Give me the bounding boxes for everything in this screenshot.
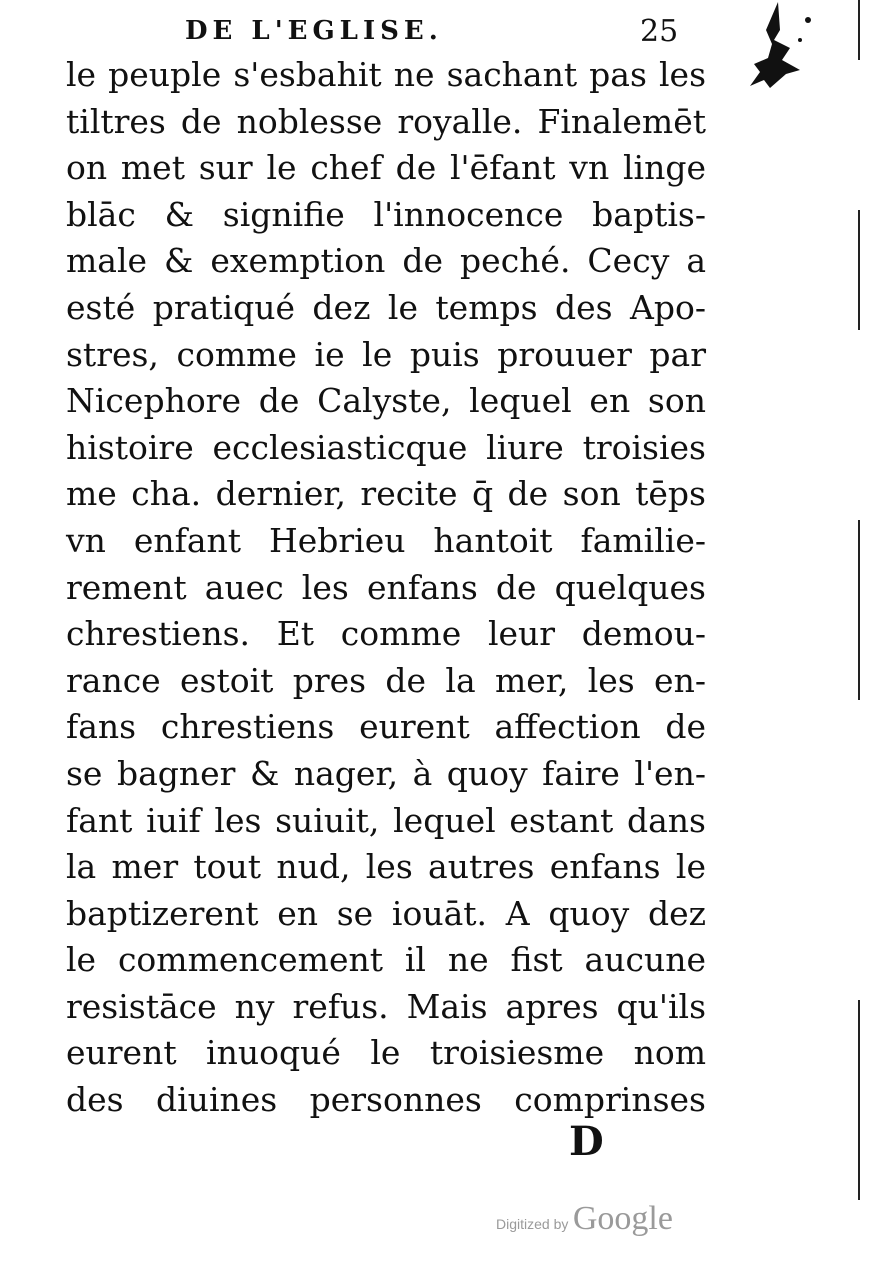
text-line: blāc & signifie l'innocence baptis- — [66, 194, 706, 234]
text-line: la mer tout nud, les autres enfans le — [66, 847, 706, 887]
text-line: fant iuif les suiuit, lequel estant dans — [66, 800, 706, 840]
text-line: chrestiens. Et comme leur demou- — [66, 614, 706, 654]
google-logo: Google — [572, 1200, 673, 1237]
text-line: tiltres de noblesse royalle. Finalemēt — [66, 101, 706, 141]
text-line: fans chrestiens eurent affection de — [66, 707, 706, 747]
ink-stain-icon — [730, 0, 830, 100]
text-line: se bagner & nager, à quoy faire l'en- — [66, 753, 706, 793]
text-line: eurent inuoqué le troisiesme nom — [66, 1033, 706, 1073]
page-number: 25 — [640, 14, 679, 49]
text-line: on met sur le chef de l'ēfant vn linge — [66, 148, 706, 188]
text-line: vn enfant Hebrieu hantoit familie- — [66, 520, 706, 560]
text-line: stres, comme ie le puis prouuer par — [66, 334, 706, 374]
text-line: le commencement il ne fist aucune — [66, 940, 706, 980]
text-line: male & exemption de peché. Cecy a — [66, 241, 706, 281]
signature-mark: D — [569, 1118, 604, 1165]
text-line: esté pratiqué dez le temps des Apo- — [66, 287, 706, 327]
binding-edge — [858, 0, 861, 1200]
text-line: rement auec les enfans de quelques — [66, 567, 706, 607]
text-line: histoire ecclesiasticque liure troisies — [66, 427, 706, 467]
text-line: le peuple s'esbahit ne sachant pas les — [66, 55, 706, 94]
watermark-prefix: Digitized by — [496, 1216, 569, 1232]
text-line: des diuines personnes comprinses — [66, 1080, 706, 1120]
text-line: Nicephore de Calyste, lequel en son — [66, 381, 706, 421]
digitized-by-watermark — [496, 1200, 673, 1238]
text-line: baptizerent en se iouāt. A quoy dez — [66, 893, 706, 933]
text-line: resistāce ny refus. Mais apres qu'ils — [66, 986, 706, 1026]
running-head: DE L'EGLISE. — [185, 16, 443, 46]
text-line: me cha. dernier, recite q̄ de son tēps — [66, 474, 706, 514]
body-text — [66, 52, 706, 1124]
text-line: rance estoit pres de la mer, les en- — [66, 660, 706, 700]
